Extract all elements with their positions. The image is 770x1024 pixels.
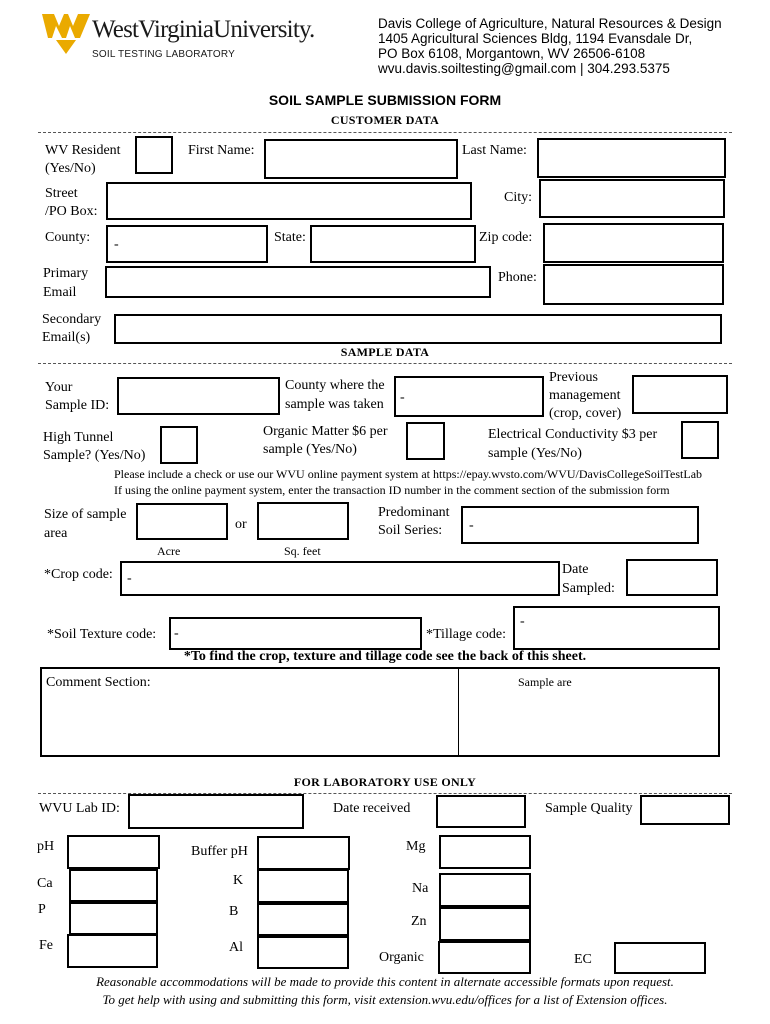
- zip-field[interactable]: [543, 223, 724, 263]
- high-tunnel-label-2: Sample? (Yes/No): [43, 448, 146, 463]
- ca-label: Ca: [37, 876, 53, 891]
- street-label: Street: [45, 186, 78, 201]
- sq-feet-label: Sq. feet: [284, 544, 321, 558]
- fe-label: Fe: [39, 938, 53, 953]
- payment-note-2: If using the online payment system, enter the transaction ID number in the comment section of the submission form: [114, 483, 670, 497]
- footer: [0, 973, 770, 1009]
- na-label: Na: [412, 881, 429, 896]
- date-received-field[interactable]: [436, 795, 526, 828]
- form-title: SOIL SAMPLE SUBMISSION FORM: [268, 92, 502, 108]
- last-name-label: Last Name:: [462, 143, 527, 158]
- comment-divider: [458, 669, 459, 755]
- university-name: WestVirginiaUniversity.: [92, 16, 315, 43]
- comment-section[interactable]: [40, 667, 720, 757]
- fe-field[interactable]: [67, 934, 158, 968]
- county-taken-label-2: sample was taken: [285, 397, 384, 412]
- na-field[interactable]: [439, 873, 531, 907]
- sample-quality-field[interactable]: [640, 795, 730, 825]
- ph-label: pH: [37, 839, 55, 854]
- zn-field[interactable]: [439, 907, 531, 941]
- date-received-label: Date received: [333, 801, 411, 816]
- mg-field[interactable]: [439, 835, 531, 869]
- street-field[interactable]: [106, 182, 472, 220]
- soil-texture-value: -: [174, 626, 179, 641]
- your-sample-id-label-2: Sample ID:: [45, 398, 110, 413]
- organic-matter-field[interactable]: [406, 422, 445, 460]
- address-line-1: 1405 Agricultural Sciences Bldg, 1194 Evansdale Dr,: [378, 31, 693, 46]
- first-name-field[interactable]: [264, 139, 458, 179]
- high-tunnel-field[interactable]: [160, 426, 198, 464]
- divider: [38, 363, 732, 364]
- crop-code-label: *Crop code:: [44, 567, 113, 582]
- tillage-value: -: [520, 614, 525, 629]
- lab-ec-field[interactable]: [614, 942, 706, 974]
- county-taken-field[interactable]: [394, 376, 544, 417]
- previous-management-field[interactable]: [632, 375, 728, 414]
- college-name: Davis College of Agriculture, Natural Resources & Design: [378, 16, 722, 31]
- wv-resident-field[interactable]: [135, 136, 173, 174]
- customer-data-heading: CUSTOMER DATA: [330, 113, 440, 127]
- county-taken-label: County where the: [285, 378, 385, 393]
- ec-label: Electrical Conductivity $3 per: [488, 427, 658, 442]
- soil-series-value: -: [469, 518, 474, 533]
- size-area-label: Size of sample: [44, 507, 127, 522]
- city-field[interactable]: [539, 179, 725, 218]
- flying-wv-icon: [42, 12, 90, 56]
- wvu-logo: [42, 12, 315, 64]
- k-field[interactable]: [257, 869, 349, 903]
- secondary-email-field[interactable]: [114, 314, 722, 344]
- ec-label-2: sample (Yes/No): [488, 446, 582, 461]
- tillage-label: *Tillage code:: [426, 627, 506, 642]
- secondary-email-label-2: Email(s): [42, 330, 91, 345]
- county-label: County:: [45, 230, 91, 245]
- previous-management-label: Previous: [549, 370, 598, 385]
- city-label: City:: [504, 190, 533, 205]
- size-area-label-2: area: [44, 526, 68, 541]
- header-address: [378, 16, 722, 76]
- state-label: State:: [274, 230, 306, 245]
- ph-field[interactable]: [67, 835, 160, 869]
- al-field[interactable]: [257, 936, 349, 969]
- phone-field[interactable]: [543, 264, 724, 305]
- divider: [38, 132, 732, 133]
- acre-label: Acre: [157, 544, 181, 558]
- zip-label: Zip code:: [479, 230, 533, 245]
- state-field[interactable]: [310, 225, 476, 263]
- organic-matter-label-2: sample (Yes/No): [263, 442, 357, 457]
- county-taken-value: -: [400, 390, 405, 405]
- comment-label: Comment Section:: [46, 675, 151, 690]
- primary-email-label-2: Email: [43, 285, 77, 300]
- sample-data-heading: SAMPLE DATA: [340, 345, 430, 359]
- address-line-2: PO Box 6108, Morgantown, WV 26506-6108: [378, 46, 646, 61]
- soil-texture-label: *Soil Texture code:: [47, 627, 157, 642]
- codes-note: *To find the crop, texture and tillage code see the back of this sheet.: [183, 649, 587, 664]
- p-label: P: [38, 902, 46, 917]
- payment-note: Please include a check or use our WVU online payment system at https://epay.wvsto.com/WVU/DavisCollegeSoilTestLab: [114, 467, 703, 481]
- sample-id-field[interactable]: [117, 377, 280, 415]
- b-field[interactable]: [257, 903, 349, 936]
- date-sampled-label-2: Sampled:: [562, 581, 615, 596]
- al-label: Al: [229, 940, 243, 955]
- lab-name: SOIL TESTING LABORATORY: [92, 49, 235, 60]
- soil-texture-field[interactable]: [169, 617, 422, 650]
- buffer-ph-field[interactable]: [257, 836, 350, 870]
- primary-email-label: Primary: [43, 266, 89, 281]
- date-sampled-field[interactable]: [626, 559, 718, 596]
- primary-email-field[interactable]: [105, 266, 491, 298]
- tillage-field[interactable]: [513, 606, 720, 650]
- contact-line: wvu.davis.soiltesting@gmail.com | 304.293.5375: [378, 61, 670, 76]
- secondary-email-label: Secondary: [42, 312, 102, 327]
- lab-ec-label: EC: [574, 952, 592, 967]
- k-label: K: [233, 873, 244, 888]
- previous-management-label-3: (crop, cover): [549, 406, 622, 421]
- soil-series-field[interactable]: [461, 506, 699, 544]
- acre-field[interactable]: [136, 503, 228, 540]
- or-label: or: [235, 517, 247, 532]
- first-name-label: First Name:: [188, 143, 255, 158]
- accessibility-note: Reasonable accommodations will be made to provide this content in alternate accessible formats upon request.: [96, 974, 674, 989]
- extension-note: To get help with using and submitting this form, visit extension.wvu.edu/offices for a list of Extension offices.: [102, 992, 668, 1007]
- organic-label: Organic: [379, 950, 424, 965]
- phone-label: Phone:: [498, 270, 537, 285]
- zn-label: Zn: [411, 914, 427, 929]
- ca-field[interactable]: [69, 869, 158, 902]
- b-label: B: [229, 904, 239, 919]
- lab-id-field[interactable]: [128, 794, 304, 829]
- buffer-ph-label: Buffer pH: [191, 844, 248, 859]
- sample-are-label: Sample are: [518, 675, 572, 689]
- high-tunnel-label: High Tunnel: [43, 430, 114, 445]
- county-field[interactable]: [106, 225, 268, 263]
- wv-resident-label-2: (Yes/No): [45, 161, 96, 176]
- crop-code-value: -: [127, 571, 132, 586]
- lab-use-heading: FOR LABORATORY USE ONLY: [293, 775, 477, 789]
- soil-series-label: Predominant: [378, 505, 450, 520]
- previous-management-label-2: management: [549, 388, 621, 403]
- organic-field[interactable]: [438, 941, 531, 974]
- organic-matter-label: Organic Matter $6 per: [263, 424, 388, 439]
- county-value: -: [114, 237, 119, 252]
- street-label-2: /PO Box:: [45, 204, 98, 219]
- sample-quality-label: Sample Quality: [545, 801, 633, 816]
- sq-feet-field[interactable]: [257, 502, 349, 540]
- soil-series-label-2: Soil Series:: [378, 523, 443, 538]
- crop-code-field[interactable]: [120, 561, 560, 596]
- lab-id-label: WVU Lab ID:: [39, 801, 120, 816]
- last-name-field[interactable]: [537, 138, 726, 178]
- date-sampled-label: Date: [562, 562, 589, 577]
- mg-label: Mg: [406, 839, 426, 854]
- p-field[interactable]: [69, 902, 158, 935]
- your-sample-id-label: Your: [45, 380, 73, 395]
- ec-field[interactable]: [681, 421, 719, 459]
- wv-resident-label: WV Resident: [45, 143, 121, 158]
